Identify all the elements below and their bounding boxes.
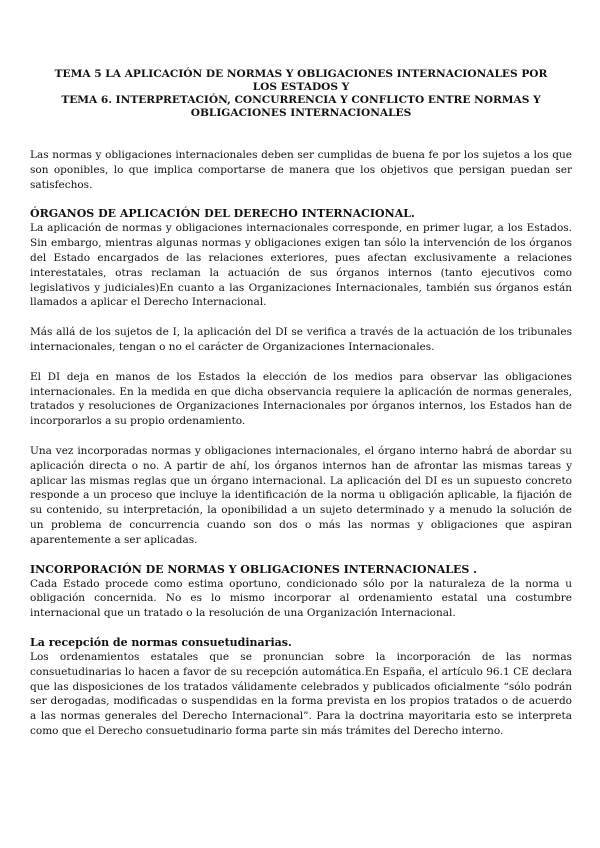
section-heading-incorporacion: INCORPORACIÓN DE NORMAS Y OBLIGACIONES INTERNACIONALES . — [30, 562, 477, 576]
section-heading-organos: ÓRGANOS DE APLICACIÓN DEL DERECHO INTERNACIONAL. — [30, 207, 415, 221]
paragraph-organos-4: Una vez incorporadas normas y obligaciones internacionales, el órgano interno habrá de abordar su aplicación directa o no. A partir de ahí, los órganos internos han de afrontar las mismas tareas y aplicar las mismas reglas que un órgano internacional. La aplicación del DI es un supuesto concreto responde a un proceso que incluye la identificación de la norma u obligación aplicable, la fijación de su contenido, su interpretación, la oponibilidad a un sujeto determinado y a menudo la solución de un problema de concurrencia cuando son dos o más las normas y obligaciones que aspiran aparentemente a ser aplicadas. — [30, 444, 572, 546]
paragraph-recepcion-1: Los ordenamientos estatales que se pronuncian sobre la incorporación de las normas consuetudinarias lo hacen a favor de su recepción automática.En España, el artículo 96.1 CE declara que las disposiciones de los tratados válidamente celebrados y publicados oficialmente “sólo podrán ser derogadas, modificadas o suspendidas en la forma prevista en los propios tratados o de acuerdo a las normas generales del Derecho Internacional”. Para la doctrina mayoritaria esto se interpreta como que el Derecho consuetudinario forma parte sin más trámites del Derecho interno. — [30, 650, 572, 737]
title-line-1: TEMA 5 LA APLICACIÓN DE NORMAS Y OBLIGACIONES INTERNACIONALES POR LOS ESTADOS Y — [54, 68, 548, 93]
section-heading-recepcion: La recepción de normas consuetudinarias. — [30, 635, 292, 649]
paragraph-organos-1: La aplicación de normas y obligaciones internacionales corresponde, en primer lugar, a los Estados. Sin embargo, mientras algunas normas y obligaciones exigen tan sólo la intervención de los órganos del Estado encargados de las relaciones exteriores, pues afectan exclusivamente a relaciones interestatales, otras reclaman la actuación de sus órganos internos (tanto ejecutivos como legislativos y judiciales)En cuanto a las Organizaciones Internacionales, también sus órganos están llamados a aplicar el Derecho Internacional. — [30, 222, 572, 309]
document-title — [30, 68, 572, 120]
paragraph-incorporacion-1: Cada Estado procede como estima oportuno, condicionado sólo por la naturaleza de la norma u obligación concernida. No es lo mismo incorporar al ordenamiento estatal una costumbre internacional que un tratado o la resolución de una Organización Internacional. — [30, 577, 572, 620]
intro-paragraph: Las normas y obligaciones internacionales deben ser cumplidas de buena fe por los sujetos a los que son oponibles, lo que implica comportarse de manera que los objetivos que persigan puedan ser satisfechos. — [30, 149, 572, 191]
title-line-2: TEMA 6. INTERPRETACIÓN, CONCURRENCIA Y CONFLICTO ENTRE NORMAS Y OBLIGACIONES INTERNACIONALES — [61, 94, 541, 119]
paragraph-organos-3: El DI deja en manos de los Estados la elección de los medios para observar las obligaciones internacionales. En la medida en que dicha observancia requiere la aplicación de normas generales, tratados y resoluciones de Organizaciones Internacionales por órganos internos, los Estados han de incorporarlos a su propio ordenamiento. — [30, 370, 572, 428]
paragraph-organos-2: Más allá de los sujetos de I, la aplicación del DI se verifica a través de la actuación de los tribunales internacionales, tengan o no el carácter de Organizaciones Internacionales. — [30, 326, 572, 353]
document-page — [30, 68, 572, 739]
